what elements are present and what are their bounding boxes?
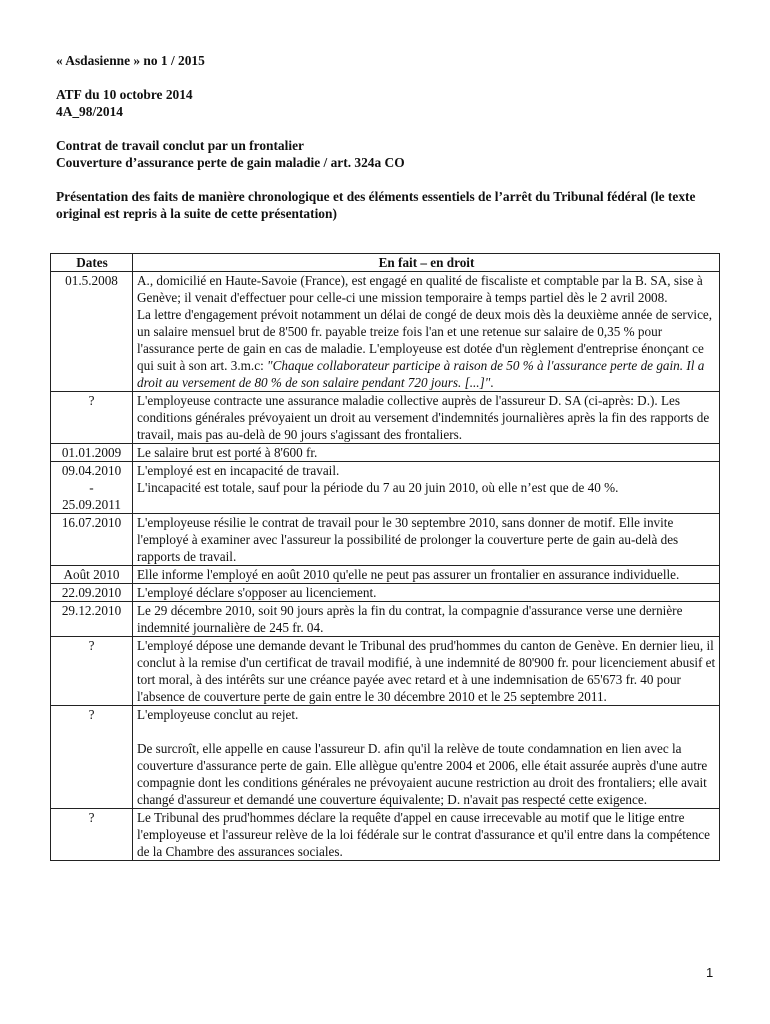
page-number: 1 [706,965,714,980]
table-row [51,602,720,637]
row-content [133,444,720,462]
row-paragraph: Le Tribunal des prud'hommes déclare la requête d'appel en cause irrecevable au motif que le litige entre l'employeuse et l'assureur relève de la loi fédérale sur le contrat d'assurance et qu'il entre dans la compétence de la Chambre des assurances sociales. [137,810,711,859]
row-paragraph: L'employeuse résilie le contrat de travail pour le 30 septembre 2010, sans donner de motif. Elle invite l'employé à examiner avec l'assureur la possibilité de prolonger la couverture perte de gain au-delà des rapports de travail. [137,515,679,564]
column-header-dates: Dates [51,254,133,272]
table-row [51,392,720,444]
row-date: 29.12.2010 [51,602,133,637]
presentation-intro: Présentation des faits de manière chronologique et des éléments essentiels de l’arrêt du Tribunal fédéral (le texte original est repris à la suite de cette présentation) [56,189,696,221]
row-content [133,602,720,637]
row-paragraph: L'employeuse conclut au rejet. [137,707,299,722]
row-paragraph: Elle informe l'employé en août 2010 qu'elle ne peut pas assurer un frontalier en assurance individuelle. [137,567,680,582]
row-date: ? [51,809,133,861]
table-row [51,566,720,584]
table-row [51,584,720,602]
row-content [133,637,720,706]
row-paragraph-end: . [490,375,494,390]
row-date: Août 2010 [51,566,133,584]
decision-date: ATF du 10 octobre 2014 [56,87,193,102]
row-paragraph [137,306,716,391]
case-number: 4A_98/2014 [56,104,123,119]
row-content [133,392,720,444]
row-date: ? [51,392,133,444]
document-header [56,52,726,222]
row-paragraph: A., domicilié en Haute-Savoie (France), est engagé en qualité de fiscaliste et comptable par la B. SA, sise à Genève; il venait d'effectuer pour celle-ci une mission temporaire à temps partiel dès le 2 avril 2008. [137,273,703,305]
row-paragraph: De surcroît, elle appelle en cause l'assureur D. afin qu'il la relève de toute condamnation en lien avec la couverture d'assurance perte de gain. Elle allègue qu'entre 2004 et 2006, elle était assurée auprès d'une autre compagnie dont les conditions générales ne prévoyaient aucune restriction au droit des frontaliers; elle avait changé d'assureur et demandé une couverture équivalente; D. n'avait pas respecté cette exigence. [137,741,708,807]
row-content [133,462,720,514]
row-date-separator: - [89,480,94,495]
row-date: 16.07.2010 [51,514,133,566]
row-paragraph: L'employeuse contracte une assurance maladie collective auprès de l'assureur D. SA (ci-après: D.). Les conditions générales prévoyaient un droit au versement d'indemnités journalières après la fin des rapports de travail, mais pas au-delà de 90 jours s'agissant des frontaliers. [137,393,710,442]
subject-line-2: Couverture d’assurance perte de gain maladie / art. 324a CO [56,155,405,170]
regulation-quote: "Chaque collaborateur participe à raison de 50 % à l'assurance perte de gain. Il a droit au versement de 80 % de son salaire pendant 720 jours. [...]" [137,358,705,390]
row-paragraph: Le salaire brut est porté à 8'600 fr. [137,445,318,460]
row-content [133,809,720,861]
bulletin-reference: « Asdasienne » no 1 / 2015 [56,53,205,68]
row-paragraph: L'employé est en incapacité de travail. [137,463,340,478]
table-row [51,706,720,809]
row-content [133,706,720,809]
table-row [51,637,720,706]
chronology-table-wrapper [50,253,720,861]
table-row [51,809,720,861]
column-header-facts: En fait – en droit [133,254,720,272]
row-date: 01.5.2008 [51,272,133,392]
chronology-table [50,253,720,861]
row-content [133,566,720,584]
row-date: 01.01.2009 [51,444,133,462]
table-row [51,444,720,462]
row-date-range [51,462,133,514]
row-date-end: 25.09.2011 [62,497,121,512]
row-paragraph-text: La lettre d'engagement prévoit notamment un délai de congé de deux mois dès la deuxième année de service, un salaire mensuel brut de 8'500 fr. payable treize fois l'an et une retenue sur salaire de 0,35 % pour l'assurance perte de gain en cas de maladie. L'employeuse est dotée d'un règlement d'entreprise énonçant ce qui suit à son art. 3.m.c: [137,307,713,373]
row-date: ? [51,637,133,706]
table-header-row [51,254,720,272]
row-date-start: 09.04.2010 [61,463,122,478]
row-content [133,272,720,392]
table-row [51,272,720,392]
row-content [133,584,720,602]
row-date: ? [51,706,133,809]
row-date: 22.09.2010 [51,584,133,602]
row-paragraph: L'employé dépose une demande devant le Tribunal des prud'hommes du canton de Genève. En dernier lieu, il conclut à la remise d'un certificat de travail modifié, à une indemnité de 80'900 fr. pour licenciement abusif et tort moral, à des intérêts sur une créance payée avec retard et à une indemnisation de 65'673 fr. 40 pour l'absence de couverture perte de gain entre le 30 décembre 2010 et le 25 septembre 2011. [137,638,716,704]
subject-line-1: Contrat de travail conclut par un frontalier [56,138,304,153]
row-paragraph: L'incapacité est totale, sauf pour la période du 7 au 20 juin 2010, où elle n’est que de 40 %. [137,480,619,495]
row-paragraph: L'employé déclare s'opposer au licenciement. [137,585,377,600]
table-row [51,462,720,514]
row-content [133,514,720,566]
row-paragraph: Le 29 décembre 2010, soit 90 jours après la fin du contrat, la compagnie d'assurance verse une dernière indemnité journalière de 245 fr. 04. [137,603,683,635]
table-row [51,514,720,566]
